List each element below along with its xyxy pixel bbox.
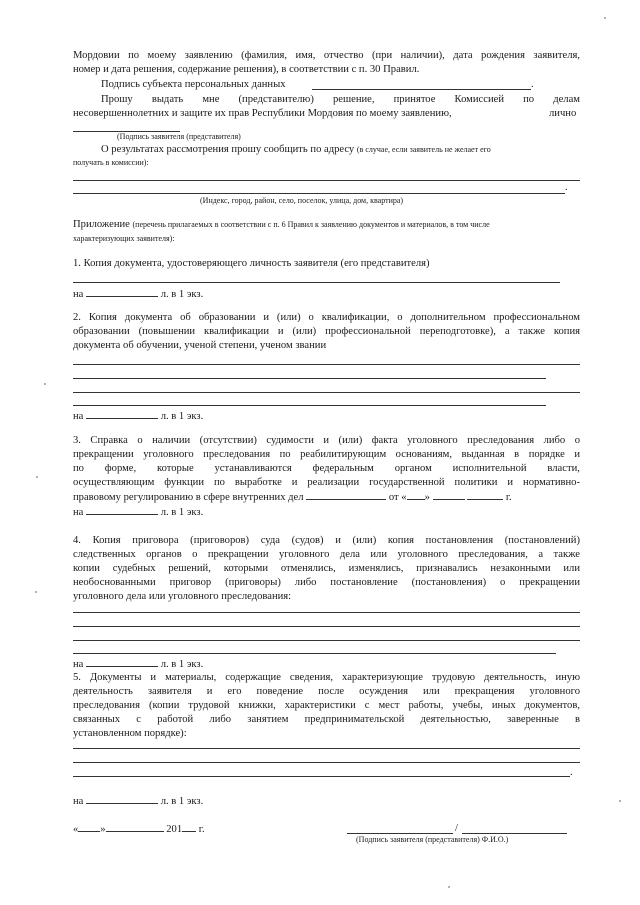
request-word: мне: [202, 94, 220, 105]
request-word: решение,: [332, 94, 375, 105]
item-3-word: по: [73, 463, 84, 474]
address-line-1[interactable]: [73, 180, 580, 181]
item-3-month-blank[interactable]: [433, 490, 465, 500]
intro-line-2: номер и дата решения, содержание решения), в соответствии с п. 30 Правил.: [73, 64, 420, 75]
scan-speck: [448, 886, 450, 888]
item-2-pages-blank[interactable]: [86, 409, 158, 419]
request-word: принятое: [393, 94, 436, 105]
item-1-pages-blank[interactable]: [86, 287, 158, 297]
request-word: делам: [553, 94, 580, 105]
intro-line-1: Мордовии по моему заявлению (фамилия, имя, отчество (при наличии), дата рождения заявителя,: [73, 50, 580, 61]
scan-speck: [36, 476, 38, 478]
request-signature-caption: (Подпись заявителя (представителя): [117, 132, 241, 141]
item-3-word: власти,: [547, 463, 580, 474]
item-5-line-3: преследования (копии трудовой книжки, характеристики с мест работы, учебы, иных документов,: [73, 700, 580, 711]
item-2-blank-2[interactable]: [73, 378, 546, 379]
scan-speck: [44, 383, 46, 385]
footer-signature-caption: (Подпись заявителя (представителя) Ф.И.О.): [356, 835, 509, 844]
item-2-blank-3[interactable]: [73, 392, 580, 393]
scan-speck: [619, 800, 621, 802]
item-2-line-3: документа об обучении, ученой степени, ученом звании: [73, 340, 327, 351]
item-3-copies: на л. в 1 экз.: [73, 507, 204, 518]
footer-date: « » 201 г.: [73, 824, 205, 835]
scan-speck: [604, 17, 606, 19]
request-line-2: несовершеннолетних и защите их прав Республики Мордовия по моему заявлению,: [73, 108, 452, 119]
item-4-blank-4[interactable]: [73, 653, 556, 654]
consent-end: .: [531, 79, 534, 90]
item-3-word: форме,: [104, 463, 137, 474]
item-2-blank-1[interactable]: [73, 364, 580, 365]
item-2-line-1: 2. Копия документа об образовании и (или) о квалификации, о дополнительном профессиональном: [73, 312, 580, 323]
item-4-line-3: копии судебных решений, которыми отменялись, изменялись, признавались незаконными или: [73, 563, 580, 574]
address-line-2[interactable]: [73, 193, 565, 194]
item-5-blank-2[interactable]: [73, 762, 580, 763]
footer-name-line[interactable]: [462, 833, 567, 834]
item-5-copies: на л. в 1 экз.: [73, 796, 204, 807]
item-2-copies: на л. в 1 экз.: [73, 411, 204, 422]
item-4-line-5: уголовного дела или уголовного преследования:: [73, 591, 292, 602]
item-1-copies: на л. в 1 экз.: [73, 289, 204, 300]
request-word: выдать: [151, 94, 184, 105]
footer-year-blank[interactable]: [182, 822, 196, 832]
item-5-line-2: деятельность заявителя и его поведение после осуждения или прекращения уголовного: [73, 686, 580, 697]
item-5-line-4: связанных с работой либо занятием предпринимательской деятельностью, заверенные в: [73, 714, 580, 725]
item-3-line-4: осуществляющим функции по выработке и реализации государственной политики и нормативно-: [73, 477, 580, 488]
item-3-word: федеральным: [312, 463, 374, 474]
item-3-word: исполнительной: [452, 463, 527, 474]
item-5-line-5: установленном порядке):: [73, 728, 187, 739]
item-2-line-2: образовании (повышении квалификации и (или) профессиональной переподготовке), а также копия: [73, 326, 580, 337]
item-4-blank-3[interactable]: [73, 640, 580, 641]
item-4-blank-2[interactable]: [73, 626, 580, 627]
footer-signature-line[interactable]: [347, 833, 453, 834]
item-3-word: органом: [394, 463, 432, 474]
item-4-line-1: 4. Копия приговора (приговоров) суда (судов) и (или) копия постановления (постановлений): [73, 535, 580, 546]
item-3-line-3: [73, 462, 580, 475]
request-word: Комиссией: [454, 94, 504, 105]
item-4-line-2: следственных органов о прекращении уголовного дела или уголовного преследования, а также: [73, 549, 580, 560]
item-3-line-5: правовому регулированию в сфере внутренних дел от « » г.: [73, 492, 512, 503]
item-5-line-1: 5. Документы и материалы, содержащие сведения, характеризующие трудовую деятельность, иную: [73, 672, 580, 683]
item-5-pages-blank[interactable]: [86, 794, 158, 804]
item-4-blank-1[interactable]: [73, 612, 580, 613]
consent-signature-line[interactable]: [312, 89, 531, 90]
footer-month-blank[interactable]: [106, 822, 164, 832]
item-3-word: которые: [156, 463, 194, 474]
item-3-pages-blank[interactable]: [86, 505, 158, 515]
item-3-line-1: 3. Справка о наличии (отсутствии) судимости и (или) факта уголовного преследования либо о: [73, 435, 580, 446]
item-1-line[interactable]: [73, 282, 560, 283]
item-4-copies: на л. в 1 экз.: [73, 659, 204, 670]
results-note: получать в комиссии):: [73, 158, 149, 167]
footer-slash: /: [455, 823, 458, 834]
scan-speck: [35, 591, 37, 593]
request-line-1: [101, 93, 580, 106]
item-5-blank-3[interactable]: [73, 776, 570, 777]
item-5-blank-1[interactable]: [73, 748, 580, 749]
consent-label: Подпись субъекта персональных данных: [101, 79, 286, 90]
item-3-ref-blank[interactable]: [306, 490, 386, 500]
footer-day-blank[interactable]: [78, 822, 100, 832]
request-personally: лично: [549, 108, 577, 119]
item-3-day-blank[interactable]: [407, 490, 425, 500]
item-3-word: устанавливаются: [214, 463, 292, 474]
results-label: О результатах рассмотрения прошу сообщить по адресу (в случае, если заявитель не желает его: [101, 144, 491, 155]
request-word: Прошу: [101, 94, 133, 105]
item-4-pages-blank[interactable]: [86, 657, 158, 667]
request-word: (представителю): [238, 94, 314, 105]
item-3-line-2: прекращении уголовного преследования по реабилитирующим основаниям, выданная в порядке и: [73, 449, 580, 460]
attachments-note: характеризующих заявителя):: [73, 234, 175, 243]
item-5-blank-end: .: [570, 767, 573, 778]
attachments-title: Приложение (перечень прилагаемых в соответствии с п. 6 Правил к заявлению документов и материалов, в том числе: [73, 219, 490, 230]
item-2-blank-4[interactable]: [73, 405, 546, 406]
item-3-year-blank[interactable]: [467, 490, 503, 500]
item-4-line-4: необоснованными приговор (приговоры) либо постановление (постановления) о прекращении: [73, 577, 580, 588]
request-word: по: [523, 94, 535, 105]
address-caption: (Индекс, город, район, село, поселок, улица, дом, квартира): [200, 196, 404, 205]
item-1-text: 1. Копия документа, удостоверяющего личность заявителя (его представителя): [73, 258, 430, 269]
address-end: .: [565, 182, 568, 193]
